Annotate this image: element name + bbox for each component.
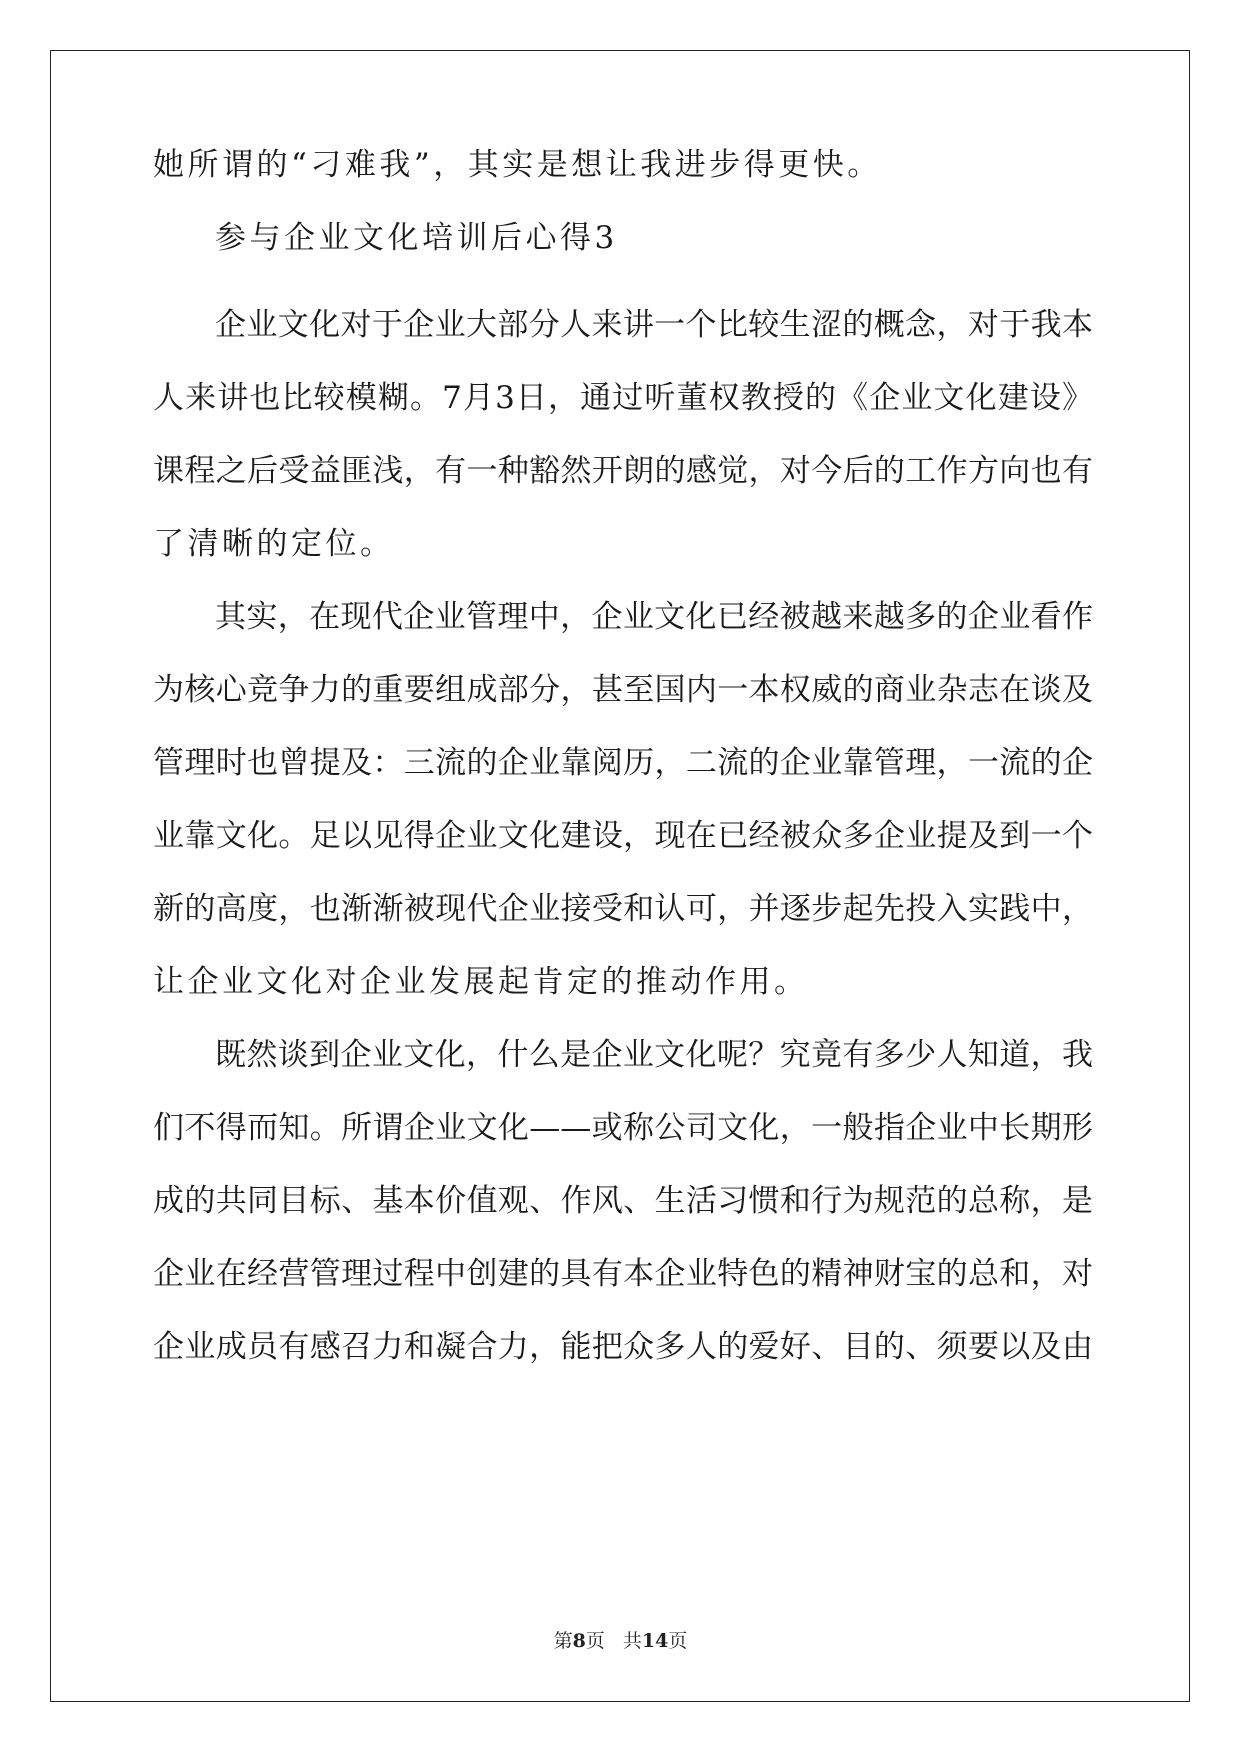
- text-line: 企业在经营管理过程中创建的具有本企业特色的精神财宝的总和，对: [153, 1256, 1093, 1292]
- total-pages: 14: [641, 1630, 669, 1652]
- page-footer: [0, 1628, 1241, 1654]
- section-heading: 参与企业文化培训后心得3: [215, 220, 618, 256]
- text-line: 管理时也曾提及：三流的企业靠阅历，二流的企业靠管理，一流的企: [153, 745, 1093, 781]
- text-line: 新的高度，也渐渐被现代企业接受和认可，并逐步起先投入实践中，: [153, 891, 1093, 927]
- text-line: 人来讲也比较模糊。7月3日，通过听董权教授的《企业文化建设》: [153, 380, 1093, 416]
- text-line: 让企业文化对企业发展起肯定的推动作用。: [153, 964, 809, 1000]
- text-line: 企业成员有感召力和凝合力，能把众多人的爱好、目的、须要以及由: [153, 1329, 1093, 1365]
- page-prefix: 第: [553, 1630, 573, 1652]
- text-line: 她所谓的“刁难我”，其实是想让我进步得更快。: [153, 147, 882, 183]
- total-suffix: 页: [668, 1630, 688, 1652]
- text-line: 业靠文化。足以见得企业文化建设，现在已经被众多企业提及到一个: [153, 818, 1093, 854]
- page-suffix: 页: [585, 1630, 605, 1652]
- text-line: 了清晰的定位。: [153, 526, 395, 562]
- text-line: 企业文化对于企业大部分人来讲一个比较生涩的概念，对于我本: [215, 307, 1093, 343]
- text-line: 既然谈到企业文化，什么是企业文化呢？究竟有多少人知道，我: [215, 1037, 1093, 1073]
- text-line: 成的共同目标、基本价值观、作风、生活习惯和行为规范的总称，是: [153, 1183, 1093, 1219]
- text-line: 们不得而知。所谓企业文化——或称公司文化，一般指企业中长期形: [153, 1110, 1093, 1146]
- text-line: 为核心竞争力的重要组成部分，甚至国内一本权威的商业杂志在谈及: [153, 672, 1093, 708]
- total-prefix: 共: [622, 1630, 642, 1652]
- page-number: 8: [572, 1630, 586, 1652]
- page-border: [50, 50, 1190, 1702]
- text-line: 其实，在现代企业管理中，企业文化已经被越来越多的企业看作: [215, 599, 1093, 635]
- text-line: 课程之后受益匪浅，有一种豁然开朗的感觉，对今后的工作方向也有: [153, 453, 1093, 489]
